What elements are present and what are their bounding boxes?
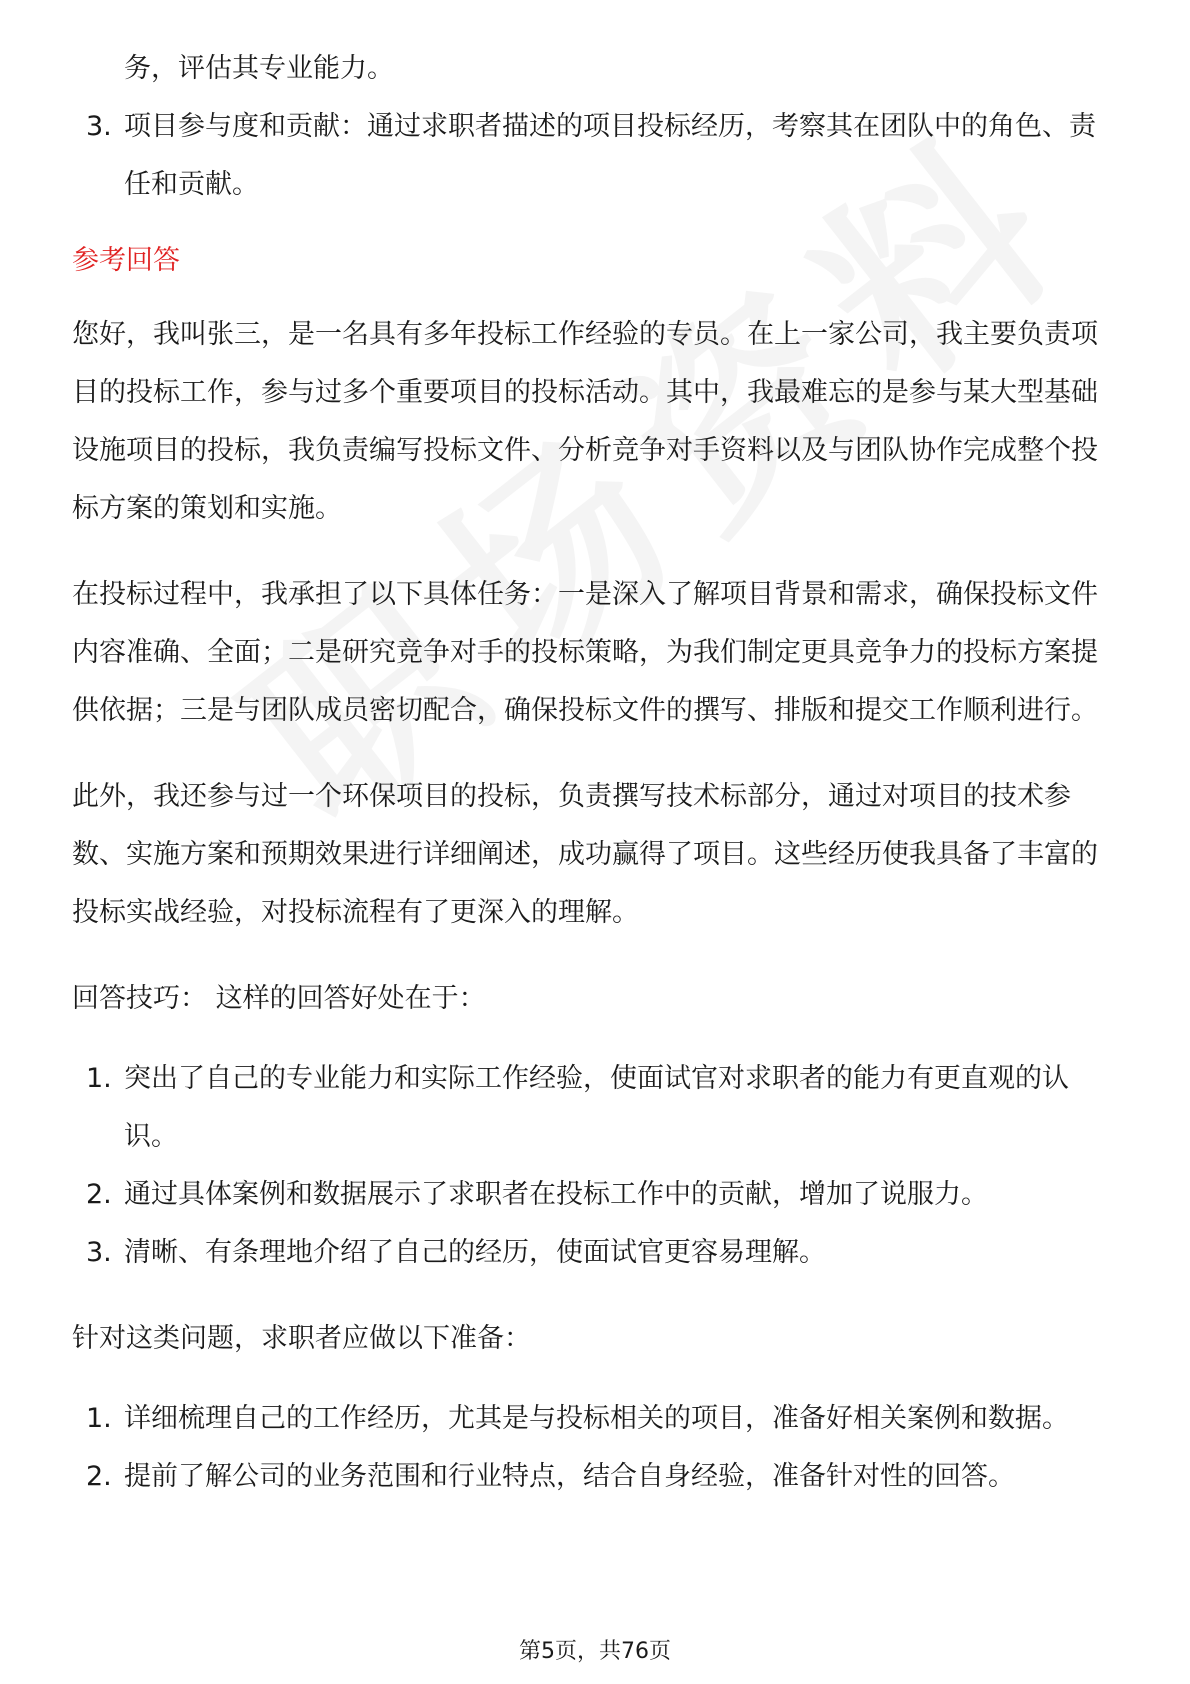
prep-list	[72, 1390, 1122, 1506]
paragraph: 您好，我叫张三，是一名具有多年投标工作经验的专员。在上一家公司，我主要负责项目的投标工作，参与过多个重要项目的投标活动。其中，我最难忘的是参与某大型基础设施项目的投标，我负责编写投标文件、分析竞争对手资料以及与团队协作完成整个投标方案的策划和实施。	[72, 319, 1098, 524]
prep-label: 针对这类问题，求职者应做以下准备：	[72, 1323, 531, 1354]
list-text: 提前了解公司的业务范围和行业特点，结合自身经验，准备针对性的回答。	[124, 1461, 1015, 1492]
list-text: 详细梳理自己的工作经历，尤其是与投标相关的项目，准备好相关案例和数据。	[124, 1403, 1069, 1434]
list-text: 通过具体案例和数据展示了求职者在投标工作中的贡献，增加了说服力。	[124, 1179, 988, 1210]
list-text: 项目参与度和贡献：通过求职者描述的项目投标经历，考察其在团队中的角色、责任和贡献。	[124, 111, 1096, 200]
continuation-text: 务，评估其专业能力。	[124, 53, 394, 84]
top-list	[72, 98, 1122, 214]
paragraph: 在投标过程中，我承担了以下具体任务：一是深入了解项目背景和需求，确保投标文件内容准确、全面；二是研究竞争对手的投标策略，为我们制定更具竞争力的投标方案提供依据；三是与团队成员密切配合，确保投标文件的撰写、排版和提交工作顺利进行。	[72, 579, 1098, 726]
tips-list	[72, 1050, 1122, 1282]
list-text: 清晰、有条理地介绍了自己的经历，使面试官更容易理解。	[124, 1237, 826, 1268]
list-number: 3.	[86, 111, 112, 142]
section-heading: 参考回答	[72, 245, 180, 276]
list-item	[72, 1390, 1122, 1448]
tips-label: 回答技巧： 这样的回答好处在于：	[72, 983, 486, 1014]
page-content	[72, 40, 1122, 1506]
list-number: 2.	[86, 1461, 112, 1492]
list-number: 1.	[86, 1063, 112, 1094]
list-item	[72, 1448, 1122, 1506]
list-item	[72, 1166, 1122, 1224]
page-footer: 第5页，共76页	[519, 1639, 671, 1664]
paragraph: 此外，我还参与过一个环保项目的投标，负责撰写技术标部分，通过对项目的技术参数、实施方案和预期效果进行详细阐述，成功赢得了项目。这些经历使我具备了丰富的投标实战经验，对投标流程有了更深入的理解。	[72, 781, 1098, 928]
list-item	[72, 1050, 1122, 1166]
list-number: 3.	[86, 1237, 112, 1268]
list-item	[72, 1224, 1122, 1282]
list-item	[72, 98, 1122, 214]
list-number: 2.	[86, 1179, 112, 1210]
list-number: 1.	[86, 1403, 112, 1434]
list-text: 突出了自己的专业能力和实际工作经验，使面试官对求职者的能力有更直观的认识。	[124, 1063, 1069, 1152]
